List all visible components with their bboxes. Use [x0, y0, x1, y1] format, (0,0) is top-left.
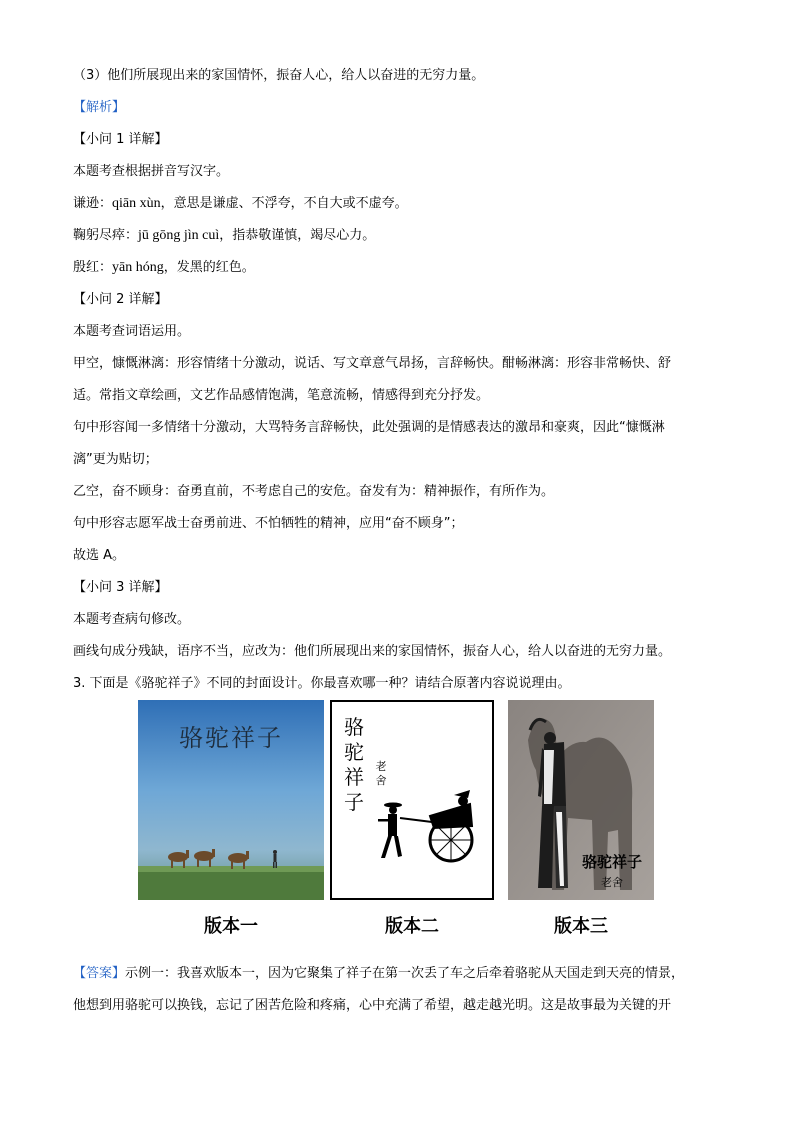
cover-2-author-char-2: 舍 [375, 774, 387, 787]
pinyin: jū gōng jìn cuì [138, 228, 220, 243]
definition: ，指恭敬谨慎，竭尽心力。 [219, 228, 376, 243]
sub-question-2-heading: 【小问 2 详解】 [73, 292, 168, 307]
paragraph: 甲空，慷慨淋漓：形容情绪十分激动，说话、写文章意气昂扬，言辞畅快。酣畅淋漓：形容非常畅快、舒 [73, 356, 672, 371]
answer-paragraph-continued: 他想到用骆驼可以换钱，忘记了困苦危险和疼痛，心中充满了希望，越走越光明。这是故事最为关键的开 [73, 998, 672, 1013]
sub-question-1-heading: 【小问 1 详解】 [73, 132, 168, 147]
question-3: 3. 下面是《骆驼祥子》不同的封面设计。你最喜欢哪一种？请结合原著内容说说理由。 [73, 676, 571, 691]
definition: ，意思是谦虚、不浮夸，不自大或不虚夸。 [160, 196, 408, 211]
paragraph: 本题考查根据拼音写汉字。 [73, 164, 230, 179]
cover-2-title-char-2: 驼 [344, 740, 364, 764]
cover-2-title-char-3: 祥 [344, 765, 364, 789]
paragraph: 乙空，奋不顾身：奋勇直前，不考虑自己的安危。奋发有为：精神振作，有所作为。 [73, 484, 555, 499]
paragraph: 句中形容志愿军战士奋勇前进、不怕牺牲的精神，应用“奋不顾身”； [73, 516, 464, 531]
cover-3-title: 骆驼祥子 [581, 853, 643, 871]
caption-version-1: 版本一 [204, 916, 258, 937]
paragraph-pinyin-3 [73, 260, 255, 276]
cover-version-2 [330, 700, 494, 900]
cover-3-author: 老舍 [601, 876, 623, 889]
paragraph-pinyin-1 [73, 196, 408, 212]
word: 鞠躬尽瘁： [73, 228, 139, 243]
cover-2-title-char-4: 子 [344, 790, 364, 814]
answer-tag: 【答案】 [73, 966, 126, 981]
cover-2-title-char-1: 骆 [344, 715, 364, 739]
paragraph-pinyin-2 [73, 228, 375, 244]
answer-paragraph [73, 966, 684, 982]
pinyin: qiān xùn [112, 196, 161, 211]
cover-version-3 [508, 700, 654, 900]
definition: ，发黑的红色。 [163, 260, 255, 275]
paragraph: 画线句成分残缺，语序不当，应改为：他们所展现出来的家国情怀，振奋人心，给人以奋进的无穷力量。 [73, 644, 672, 659]
answer-item-3: （3）他们所展现出来的家国情怀，振奋人心，给人以奋进的无穷力量。 [73, 68, 485, 83]
paragraph: 适。常指文章绘画，文艺作品感情饱满，笔意流畅，情感得到充分抒发。 [73, 388, 490, 403]
answer-text: 示例一：我喜欢版本一，因为它聚集了祥子在第一次丢了车之后牵着骆驼从天国走到天亮的情景， [125, 966, 685, 981]
word: 谦逊： [73, 196, 113, 211]
caption-version-3: 版本三 [554, 916, 608, 937]
cover-version-1 [138, 700, 324, 900]
paragraph: 漓”更为贴切； [73, 452, 158, 467]
cover-2-author-char-1: 老 [375, 760, 387, 773]
word: 殷红： [73, 260, 113, 275]
cover-1-title: 骆驼祥子 [179, 724, 283, 752]
sub-question-3-heading: 【小问 3 详解】 [73, 580, 168, 595]
analysis-heading: 【解析】 [73, 100, 126, 115]
pinyin: yān hóng [112, 260, 164, 275]
paragraph: 故选 A。 [73, 548, 126, 563]
caption-version-2: 版本二 [385, 916, 439, 937]
paragraph: 句中形容闻一多情绪十分激动，大骂特务言辞畅快，此处强调的是情感表达的激昂和豪爽，因此“慷慨淋 [73, 420, 665, 435]
cover-designs [138, 700, 658, 940]
paragraph: 本题考查词语运用。 [73, 324, 191, 339]
paragraph: 本题考查病句修改。 [73, 612, 191, 627]
